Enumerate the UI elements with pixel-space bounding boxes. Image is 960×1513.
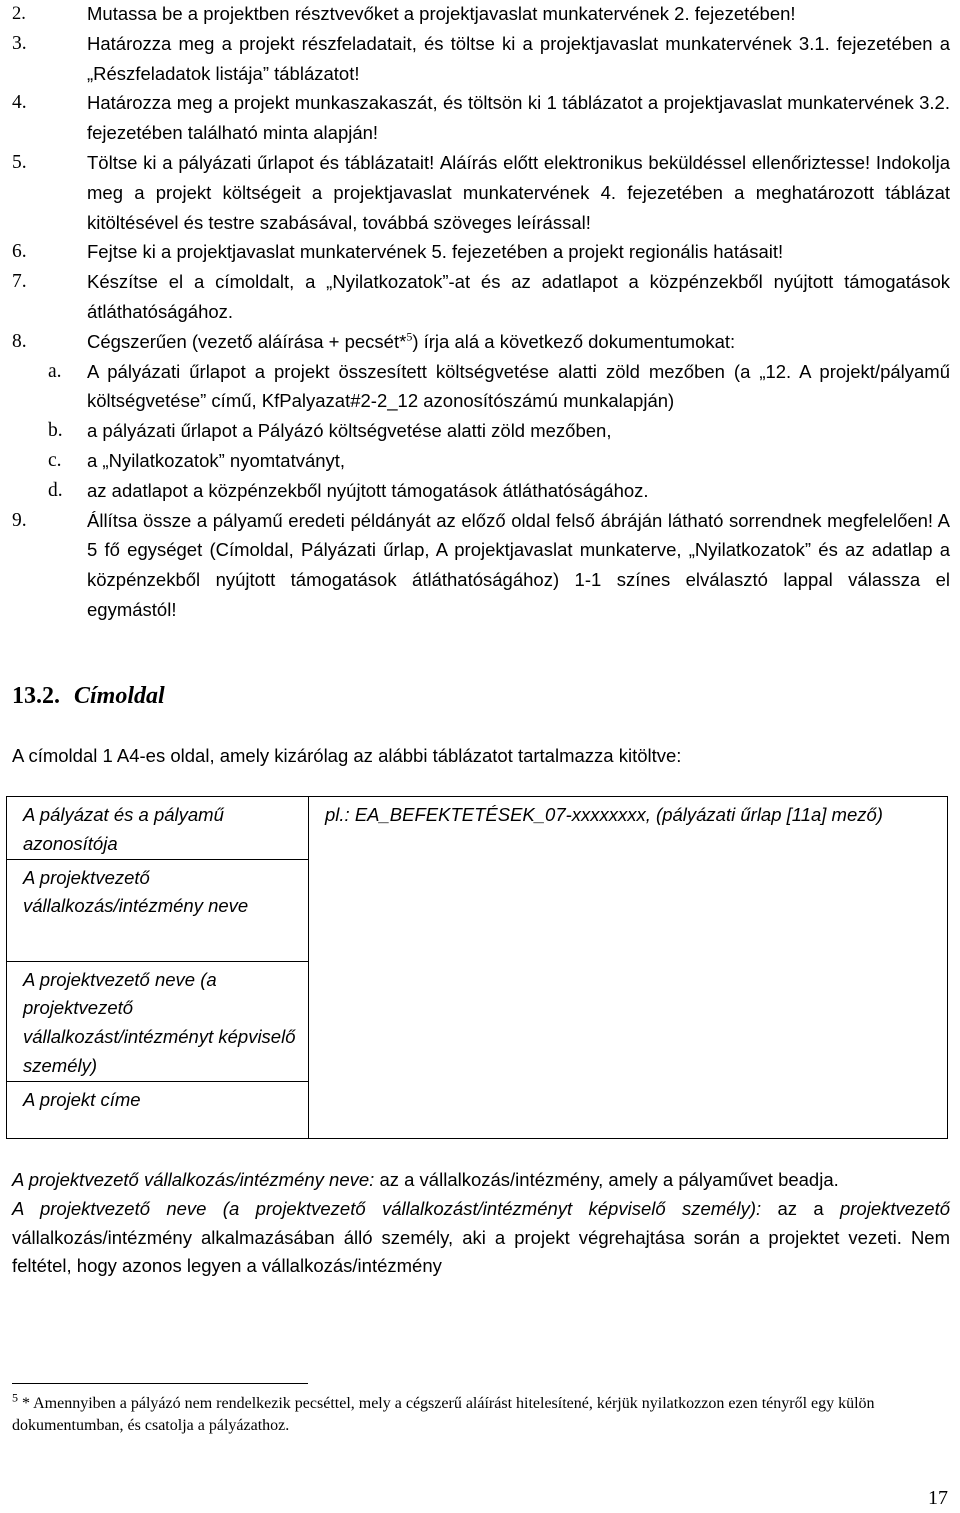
definition-term: A projektvezető neve (a projektvezető vállalkozást/intézményt képviselő személy): xyxy=(12,1197,762,1219)
list-number: 6. xyxy=(12,241,27,263)
definition-paragraph xyxy=(12,1166,950,1195)
page-number: 17 xyxy=(928,1487,948,1509)
definition-text: az a xyxy=(777,1197,824,1219)
sub-list-text: a pályázati űrlapot a Pályázó költségvetése alatti zöld mezőben, xyxy=(87,420,612,442)
table-row xyxy=(7,797,948,860)
list-text: Töltse ki a pályázati űrlapot és táblázatait! xyxy=(87,151,435,173)
list-item xyxy=(12,268,950,328)
list-item xyxy=(12,238,950,268)
definition-text-continued: vállalkozás/intézmény alkalmazásában álló személy, aki a projekt végrehajtása során a projektet vezeti. Nem feltétel, hogy azonos legyen a vállalkozás/intézmény xyxy=(12,1226,950,1277)
footnote-number: 5 xyxy=(12,1390,18,1405)
list-item xyxy=(12,328,950,507)
list-text: Cégszerűen (vezető aláírása + pecsét* xyxy=(87,330,407,352)
list-number: 9. xyxy=(12,509,27,531)
list-text-continued: ) írja alá a következő dokumentumokat: xyxy=(412,330,736,352)
footnote-separator xyxy=(12,1383,308,1384)
list-item xyxy=(12,507,950,626)
sub-list-item xyxy=(12,447,950,477)
list-text: Állítsa össze a pályamű eredeti példányát az előző oldal felső ábráján látható sorrendnek megfelelően! A 5 fő egységet (Címoldal, Pályázati űrlap, A projektjavaslat munkaterve, „Nyilatkozatok” és az adatlap a közpénzekből nyújtott támogatások átláthatóságához) 1-1 színes elválasztó lappal válassza el egymástól! xyxy=(87,509,950,620)
list-text: Készítse el a címoldalt, a „Nyilatkozatok”-at és az adatlapot a közpénzekből nyújtott támogatások átláthatóságához. xyxy=(87,271,950,322)
intro-paragraph: A címoldal 1 A4-es oldal, amely kizárólag az alábbi táblázatot tartalmazza kitöltve: xyxy=(12,745,682,766)
sub-list-letter: d. xyxy=(48,479,63,501)
definition-term-inline: projektvezető xyxy=(839,1197,951,1219)
list-item xyxy=(12,89,950,149)
sub-list-letter: b. xyxy=(48,420,63,442)
section-heading xyxy=(12,680,165,712)
definition-text: az a vállalkozás/intézmény, amely a pályaművet beadja. xyxy=(379,1169,839,1190)
table-value: pl.: EA_BEFEKTETÉSEK_07-xxxxxxxx, (pályázati űrlap [11a] mező) xyxy=(309,797,948,1139)
footnote xyxy=(12,1390,950,1437)
list-number: 3. xyxy=(12,32,27,54)
definition-paragraph xyxy=(12,1195,950,1281)
list-text: Határozza meg a projekt munkaszakaszát, és töltsön ki 1 táblázatot a projektjavaslat munkatervének 3.2. fejezetében található minta alapján! xyxy=(87,92,950,144)
list-number: 2. xyxy=(12,4,26,24)
sub-list-item xyxy=(12,358,950,418)
footnote-text: * Amennyiben a pályázó nem rendelkezik pecséttel, mely a cégszerű aláírást hitelesítené, kérjük nyilatkozzon ezen tényről egy külön dokumentumban, és csatolja a pályázathoz. xyxy=(12,1395,875,1434)
sub-list-text: a „Nyilatkozatok” nyomtatványt, xyxy=(87,449,346,471)
table-label: A projektvezető vállalkozás/intézmény neve xyxy=(7,859,309,961)
sub-list-text: az adatlapot a közpénzekből nyújtott támogatások átláthatóságához. xyxy=(87,479,649,501)
section-number: 13.2. xyxy=(12,683,60,709)
instruction-list xyxy=(12,0,950,626)
list-item xyxy=(12,0,950,30)
definitions xyxy=(12,1166,950,1281)
definition-term: A projektvezető vállalkozás/intézmény neve: xyxy=(12,1169,375,1190)
table-label: A pályázat és a pályamű azonosítója xyxy=(7,797,309,860)
list-text: Mutassa be a projektben résztvevőket a projektjavaslat munkatervének 2. fejezetében! xyxy=(87,3,796,24)
list-text: Fejtse ki a projektjavaslat munkatervének 5. fejezetében a projekt regionális hatásait! xyxy=(87,241,784,263)
table-label: A projektvezető neve (a projektvezető vállalkozást/intézményt képviselő személy) xyxy=(7,961,309,1081)
list-item xyxy=(12,30,950,90)
sub-list-item xyxy=(12,417,950,447)
list-item xyxy=(12,149,950,238)
list-number: 5. xyxy=(12,151,27,173)
list-number: 8. xyxy=(12,330,27,352)
sub-list-item xyxy=(12,477,950,507)
sub-list-letter: a. xyxy=(48,360,62,382)
list-number: 7. xyxy=(12,271,27,293)
list-number: 4. xyxy=(12,92,27,114)
section-title: Címoldal xyxy=(74,683,165,709)
sub-list-letter: c. xyxy=(48,449,62,471)
sub-list-text: A pályázati űrlapot a projekt összesített költségvetése alatti zöld mezőben (a „12. A projekt/pályamű költségvetése” című, KfPalyazat#2-2_12 azonosítószámú munkalapján) xyxy=(87,360,950,412)
footnote-ref: 5 xyxy=(406,329,413,344)
title-page-table xyxy=(6,796,948,1139)
list-text: Határozza meg a projekt részfeladatait, és töltse ki a projektjavaslat munkatervének 3.1. fejezetében a „Részfeladatok listája” táblázatot! xyxy=(87,32,950,84)
table-label: A projekt címe xyxy=(7,1081,309,1138)
sub-list xyxy=(12,358,950,507)
list-text-continued: Aláírás előtt elektronikus beküldéssel ellenőriztesse! Indokolja meg a projekt költségeit a projektjavaslat munkatervének 4. fejezetében a meghatározott táblázat kitöltésével és testre szabásával, továbbá szöveges leírással! xyxy=(87,151,950,233)
